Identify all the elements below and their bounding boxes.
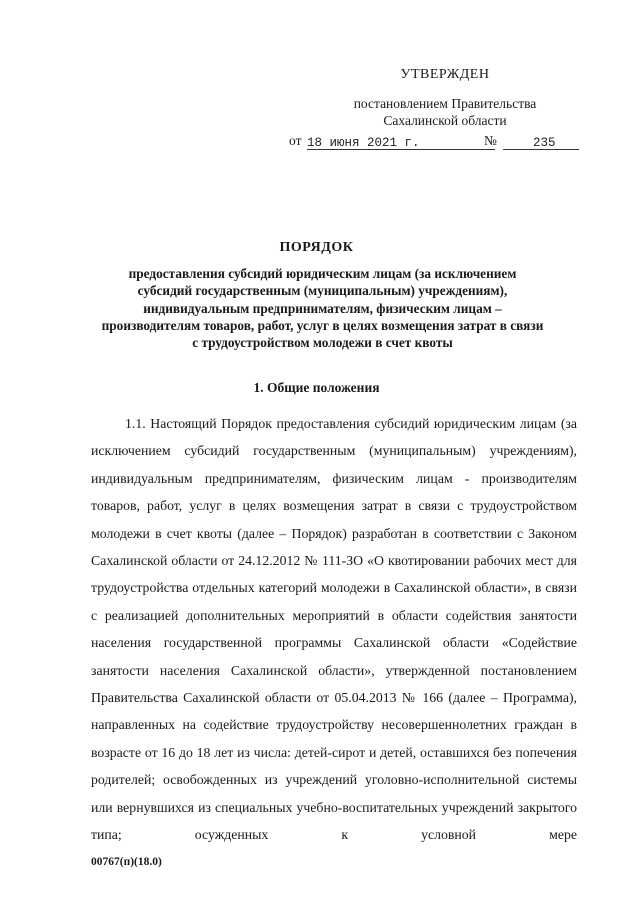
decree-number: 235 [533, 136, 556, 150]
approved-title: УТВЕРЖДЕН [400, 67, 490, 82]
document-title: ПОРЯДОК [279, 240, 354, 255]
document-subtitle: предоставления субсидий юридическим лицам (за исключением субсидий государственным (муниципальным) учреждениям), индивидуальным предпринимателям, физическим лицам – производителям товаров, работ, услуг в целях возмещения затрат в связи с трудоустройством молодежи в счет квоты [101, 266, 544, 351]
decree-date: 18 июня 2021 г. [307, 136, 420, 150]
decree-date-line [287, 133, 587, 153]
number-sign: № [484, 133, 497, 148]
decree-line-1: постановлением Правительства [353, 96, 537, 111]
number-underline [503, 149, 579, 150]
date-underline [307, 149, 495, 150]
footer-code: 00767(п)(18.0) [91, 856, 162, 868]
section-heading: 1. Общие положения [253, 380, 380, 395]
paragraph-1-1: 1.1. Настоящий Порядок предоставления субсидий юридическим лицам (за исключением субсидий государственным (муниципальным) учреждениям), индивидуальным предпринимателям, физическим лицам - производителям товаров, работ, услуг в целях возмещения затрат в связи с трудоустройством молодежи в счет квоты (далее – Порядок) разработан в соответствии с Законом Сахалинской области от 24.12.2012 № 111-ЗО «О квотировании рабочих мест для трудоустройства отдельных категорий молодежи в Сахалинской области», в связи с реализацией дополнительных мероприятий в области содействия занятости населения государственной программы Сахалинской области «Содействие занятости населения Сахалинской области», утвержденной постановлением Правительства Сахалинской области от 05.04.2013 № 166 (далее – Программа), направленных на содействие трудоустройству несовершеннолетних граждан в возрасте от 16 до 18 лет из числа: детей-сирот и детей, оставшихся без попечения родителей; освобожденных из учреждений уголовно-исполнительной системы или вернувшихся из специальных учебно-воспитательных учреждений закрытого типа; осужденных к условной мере [91, 416, 577, 843]
date-prefix: от [289, 133, 302, 148]
decree-line-2: Сахалинской области [383, 113, 507, 128]
